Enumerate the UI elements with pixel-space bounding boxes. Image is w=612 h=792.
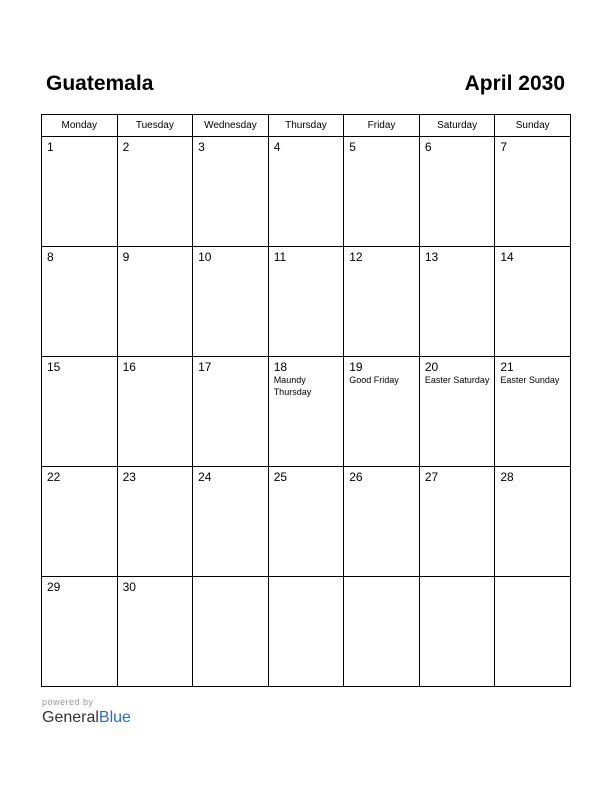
day-cell [495,467,571,577]
weekday-header: Saturday [419,115,495,137]
day-cell [268,247,344,357]
day-cell [117,577,193,687]
day-cell [419,247,495,357]
day-number: 30 [122,580,136,594]
week-row [42,357,571,467]
day-number: 26 [349,470,363,484]
day-cell [344,577,420,687]
week-row [42,577,571,687]
day-cell [495,357,571,467]
day-number: 20 [424,360,439,374]
day-number [344,577,419,580]
holiday-label: Good Friday [349,375,399,385]
day-number: 17 [198,360,212,374]
day-number: 4 [273,140,281,154]
day-number: 28 [500,470,514,484]
day-cell [42,137,118,247]
day-cell [419,577,495,687]
day-number: 16 [122,360,136,374]
weekday-header: Wednesday [193,115,269,137]
day-number: 27 [424,470,439,484]
day-cell [193,357,269,467]
day-cell [344,467,420,577]
day-number: 6 [424,140,432,154]
day-number: 15 [47,360,61,374]
day-cell [419,357,495,467]
day-number: 29 [47,580,61,594]
day-number: 2 [122,140,130,154]
day-cell [193,577,269,687]
day-cell [419,467,495,577]
day-cell [268,357,344,467]
week-row [42,247,571,357]
day-cell [193,467,269,577]
week-row [42,467,571,577]
day-number: 9 [122,250,130,264]
footer-branding [42,697,131,728]
day-cell [42,577,118,687]
generalblue-logo [42,708,131,728]
day-number: 21 [500,360,514,374]
weekday-header: Thursday [268,115,344,137]
day-cell [344,357,420,467]
day-number: 13 [424,250,439,264]
day-number: 5 [349,140,356,154]
day-number: 19 [349,360,363,374]
day-number [193,577,268,580]
day-cell [42,357,118,467]
day-number: 1 [47,140,54,154]
day-cell [42,467,118,577]
day-cell [419,137,495,247]
day-cell [117,247,193,357]
day-cell [268,467,344,577]
holiday-label: Easter Sunday [500,375,560,385]
day-cell [495,247,571,357]
weekday-header-row [42,115,571,137]
day-number [495,577,570,580]
day-number [269,577,344,580]
day-number: 3 [198,140,205,154]
holiday-label: Maundy Thursday [273,375,312,397]
day-number: 12 [349,250,363,264]
brand-blue-text: Blue [98,709,131,726]
day-cell [117,137,193,247]
day-cell [117,357,193,467]
week-row [42,137,571,247]
day-number: 11 [273,250,287,264]
weekday-header: Sunday [495,115,571,137]
day-cell [117,467,193,577]
day-cell [42,247,118,357]
calendar-country-title: Guatemala [46,72,154,95]
weekday-header: Tuesday [117,115,193,137]
day-number: 24 [198,470,212,484]
day-number: 18 [273,360,288,374]
day-cell [495,577,571,687]
day-number: 25 [273,470,288,484]
day-number: 10 [198,250,212,264]
day-cell [193,137,269,247]
powered-by-label: powered by [42,697,94,707]
day-cell [344,247,420,357]
day-number: 14 [500,250,514,264]
brand-general-text: General [42,709,99,726]
calendar-grid [41,114,571,687]
day-number: 22 [47,470,61,484]
day-cell [193,247,269,357]
day-number [420,577,495,580]
day-cell [344,137,420,247]
holiday-label: Easter Saturday [424,375,490,385]
calendar-month-title: April 2030 [464,72,565,95]
day-number: 7 [500,140,508,154]
day-number: 8 [47,250,54,264]
weekday-header: Friday [344,115,420,137]
day-cell [268,577,344,687]
day-cell [495,137,571,247]
day-cell [268,137,344,247]
day-number: 23 [122,470,136,484]
weekday-header: Monday [42,115,118,137]
